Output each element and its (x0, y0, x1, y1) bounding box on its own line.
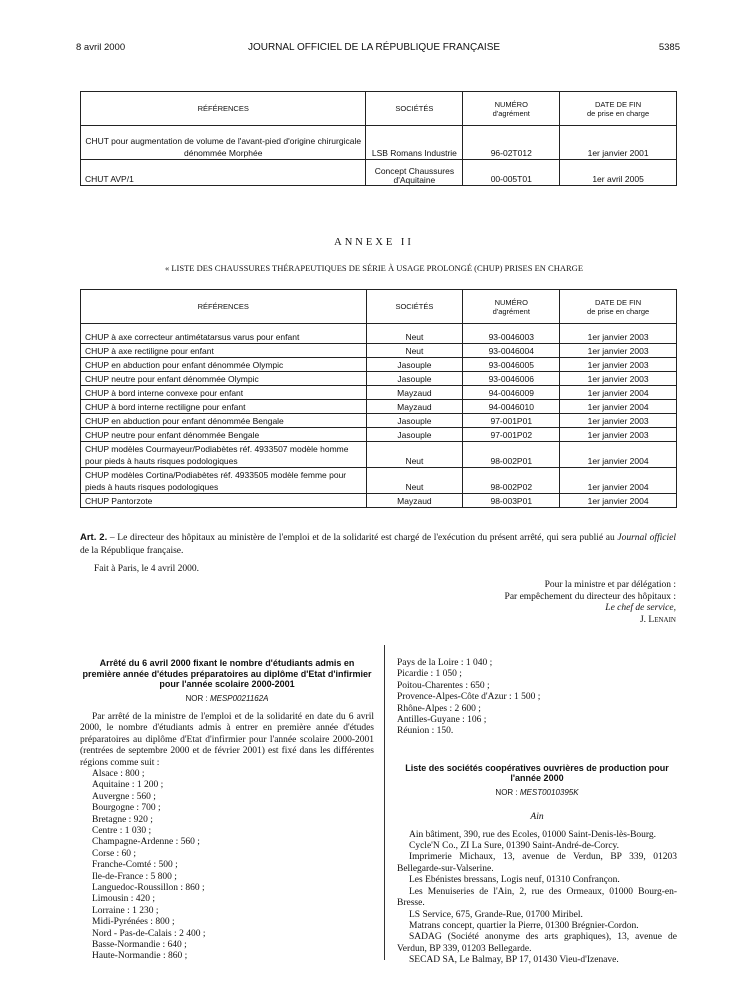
cell-societe: Neut (366, 324, 463, 344)
cell-ref: CHUP modèles Cortina/Podiabètes réf. 4933505 modèle femme pour pieds à hauts risques podologiques (81, 468, 367, 494)
cell-numero: 98-003P01 (463, 494, 560, 508)
list-item: Bourgogne : 700 ; (92, 803, 161, 814)
list-item: Aquitaine : 1 200 ; (92, 780, 164, 791)
cell-date: 1er janvier 2003 (560, 414, 677, 428)
cell-numero: 97-001P01 (463, 414, 560, 428)
list-item: Basse-Normandie : 640 ; (92, 940, 187, 951)
list-item: Ile-de-France : 5 800 ; (92, 871, 177, 882)
journal-title: JOURNAL OFFICIEL DE LA RÉPUBLIQUE FRANÇAISE (247, 42, 501, 53)
cell-numero: 98-002P02 (463, 468, 560, 494)
cell-ref: CHUP à axe correcteur antimétatarsus varus pour enfant (81, 324, 367, 344)
col-societes: SOCIÉTÉS (366, 290, 463, 324)
list-item: SADAG (Société anonyme des arts graphiques), 13, avenue de Verdun, BP 339, 01203 Bellegarde. (397, 932, 677, 954)
cell-date: 1er janvier 2004 (560, 442, 677, 468)
col-societes: SOCIÉTÉS (366, 92, 463, 126)
cell-societe: Neut (366, 442, 463, 468)
list-item: Franche-Comté : 500 ; (92, 860, 178, 871)
col-numero: NUMÉRO d'agrément (463, 92, 560, 126)
cell-societe: Mayzaud (366, 494, 463, 508)
list-item: Matrans concept, quartier la Pierre, 01300 Brégnier-Cordon. (409, 920, 639, 931)
cell-numero: 93-0046005 (463, 358, 560, 372)
cell-societe: Jasouple (366, 428, 463, 442)
list-item: Lorraine : 1 230 ; (92, 905, 159, 916)
list-item: LS Service, 675, Grande-Rue, 01700 Miribel. (409, 909, 583, 920)
list-item: Pays de la Loire : 1 040 ; (397, 658, 493, 668)
table-row (81, 358, 677, 372)
nor-line: NOR : MESP0021162A (185, 693, 269, 703)
section-ain: Ain (530, 812, 544, 823)
societes-list (397, 830, 677, 967)
cell-societe: Neut (366, 468, 463, 494)
list-item: Provence-Alpes-Côte d'Azur : 1 500 ; (397, 692, 541, 703)
cell-societe: Jasouple (366, 372, 463, 386)
table-row (81, 126, 677, 160)
col-numero: NUMÉRO d'agrément (463, 290, 560, 324)
cell-ref: CHUP Pantorzote (81, 494, 367, 508)
cell-numero: 97-001P02 (463, 428, 560, 442)
cell-ref: CHUT pour augmentation de volume de l'avant-pied d'origine chirurgicale dénommée Morphée (81, 126, 366, 160)
cell-ref: CHUP à bord interne convexe pour enfant (81, 386, 367, 400)
cell-date: 1er janvier 2003 (560, 344, 677, 358)
cell-societe: Neut (366, 344, 463, 358)
cell-ref: CHUP en abduction pour enfant dénommée Bengale (81, 414, 367, 428)
right-column (397, 658, 677, 967)
list-item: Poitou-Charentes : 650 ; (397, 680, 490, 691)
cell-societe: Mayzaud (366, 400, 463, 414)
arrete-intro: Par arrêté de la ministre de l'emploi et de la solidarité en date du 6 avril 2000, le nombre d'étudiants admis à entrer en première année d'études préparatoires au diplôme d'Etat d'infirmier pour l'année scolaire 2000-2001 (rentrées de septembre 2000 et de février 2001) est fixé dans les différentes régions comme suit : (80, 711, 374, 768)
cell-ref: CHUP en abduction pour enfant dénommée Olympic (81, 358, 367, 372)
list-item: Auvergne : 560 ; (92, 791, 156, 802)
list-item: Languedoc-Roussillon : 860 ; (92, 883, 205, 893)
list-item: Centre : 1 030 ; (92, 825, 152, 836)
cell-date: 1er janvier 2004 (560, 468, 677, 494)
journal-officiel-ref: Journal officiel (617, 533, 676, 543)
cell-date: 1er janvier 2003 (560, 428, 677, 442)
cell-ref: CHUP neutre pour enfant dénommée Olympic (81, 372, 367, 386)
table-chut (80, 91, 677, 186)
list-item: Les Menuiseries de l'Ain, 2, rue des Ormeaux, 01000 Bourg-en-Bresse. (397, 886, 677, 909)
cell-numero: 93-0046006 (463, 372, 560, 386)
fait-a-paris: Fait à Paris, le 4 avril 2000. (94, 564, 200, 574)
cell-numero: 94-0046009 (463, 386, 560, 400)
col-references: RÉFÉRENCES (81, 290, 367, 324)
list-item: Antilles-Guyane : 106 ; (397, 715, 487, 726)
list-item: Midi-Pyrénées : 800 ; (92, 917, 175, 928)
signature-role: Le chef de service, (605, 603, 676, 613)
table-row (81, 324, 677, 344)
list-item: Rhône-Alpes : 2 600 ; (397, 703, 481, 714)
cell-date: 1er janvier 2003 (560, 372, 677, 386)
table-row (81, 428, 677, 442)
cell-ref: CHUP à bord interne rectiligne pour enfant (81, 400, 367, 414)
list-item: Les Ebénistes bressans, Logis neuf, 01310 Confrançon. (409, 875, 620, 886)
cell-societe: Jasouple (366, 358, 463, 372)
nor-line: NOR : MEST0010395K (495, 787, 579, 797)
cell-numero: 00-005T01 (463, 160, 560, 186)
table-row (81, 372, 677, 386)
header-date: 8 avril 2000 (76, 42, 126, 53)
regions-list (397, 658, 677, 738)
cell-date: 1er janvier 2001 (560, 126, 677, 160)
cell-numero: 96-02T012 (463, 126, 560, 160)
list-item: Picardie : 1 050 ; (397, 669, 462, 680)
column-divider (384, 645, 385, 960)
cell-date: 1er janvier 2003 (560, 324, 677, 344)
list-item: SECAD SA, Le Balmay, BP 17, 01430 Vieu-d'Izenave. (409, 955, 619, 966)
list-item: Limousin : 420 ; (92, 894, 156, 905)
cell-societe: Jasouple (366, 414, 463, 428)
cell-date: 1er janvier 2004 (560, 386, 677, 400)
table-row (81, 442, 677, 468)
list-item: Haute-Normandie : 860 ; (92, 951, 188, 962)
table-row (81, 400, 677, 414)
cell-numero: 98-002P01 (463, 442, 560, 468)
page-number: 5385 (658, 42, 680, 53)
societes-title: Liste des sociétés coopératives ouvrières de production pour l'année 2000 (405, 762, 669, 784)
list-item: Imprimerie Michaux, 13, avenue de Verdun, BP 339, 01203 Bellegarde-sur-Valserine. (397, 852, 677, 874)
cell-numero: 93-0046003 (463, 324, 560, 344)
list-item: Ain bâtiment, 390, rue des Ecoles, 01000 Saint-Denis-lès-Bourg. (409, 829, 657, 840)
signature-block (420, 580, 676, 626)
col-date-fin: DATE DE FIN de prise en charge (560, 290, 677, 324)
table-row (81, 494, 677, 508)
article-2: Art. 2. – Le directeur des hôpitaux au ministère de l'emploi et de la solidarité est chargé de l'exécution du présent arrêté, qui sera publié au Journal officiel de la République française. (80, 532, 676, 556)
list-item: Champagne-Ardenne : 560 ; (92, 837, 200, 848)
list-title: « LISTE DES CHAUSSURES THÉRAPEUTIQUES DE SÉRIE À USAGE PROLONGÉ (CHUP) PRISES EN CHARGE (164, 263, 584, 273)
annexe-title: ANNEXE II (334, 237, 414, 248)
article-label: Art. 2. (80, 532, 108, 543)
cell-date: 1er janvier 2003 (560, 358, 677, 372)
cell-societe: Mayzaud (366, 386, 463, 400)
list-item: Corse : 60 ; (92, 848, 137, 859)
list-item: Bretagne : 920 ; (92, 814, 153, 825)
table-row (81, 468, 677, 494)
signature-line: Par empêchement du directeur des hôpitaux : (504, 591, 676, 602)
signature-line: Pour la ministre et par délégation : (544, 580, 676, 590)
cell-ref: CHUP neutre pour enfant dénommée Bengale (81, 428, 367, 442)
cell-date: 1er janvier 2004 (560, 400, 677, 414)
signature-name: J. Lenain (639, 614, 676, 625)
cell-ref: CHUP à axe rectiligne pour enfant (81, 344, 367, 358)
cell-numero: 93-0046004 (463, 344, 560, 358)
col-date-fin: DATE DE FIN de prise en charge (560, 92, 677, 126)
table-row (81, 414, 677, 428)
cell-ref: CHUP modèles Courmayeur/Podiabètes réf. 4933507 modèle homme pour pieds à hauts risques podologiques (81, 442, 367, 468)
list-item: Nord - Pas-de-Calais : 2 400 ; (92, 928, 206, 939)
cell-ref: CHUT AVP/1 (81, 160, 366, 186)
list-item: Cycle'N Co., ZI La Sure, 01390 Saint-André-de-Corcy. (409, 841, 620, 852)
cell-numero: 94-0046010 (463, 400, 560, 414)
cell-date: 1er avril 2005 (560, 160, 677, 186)
table-row (81, 386, 677, 400)
col-references: RÉFÉRENCES (81, 92, 366, 126)
arrete-column (80, 658, 374, 963)
list-item: Réunion : 150. (397, 726, 454, 737)
regions-list (80, 769, 374, 963)
table-chup (80, 289, 677, 508)
cell-date: 1er janvier 2004 (560, 494, 677, 508)
list-item: Alsace : 800 ; (92, 768, 145, 779)
table-row (81, 160, 677, 186)
cell-societe: LSB Romans Industrie (366, 126, 463, 160)
arrete-title: Arrêté du 6 avril 2000 fixant le nombre d'étudiants admis en première année d'études préparatoires au diplôme d'Etat d'infirmier pour l'année scolaire 2000-2001 (82, 658, 372, 689)
table-row (81, 344, 677, 358)
cell-societe: Concept Chaussures d'Aquitaine (366, 160, 463, 186)
